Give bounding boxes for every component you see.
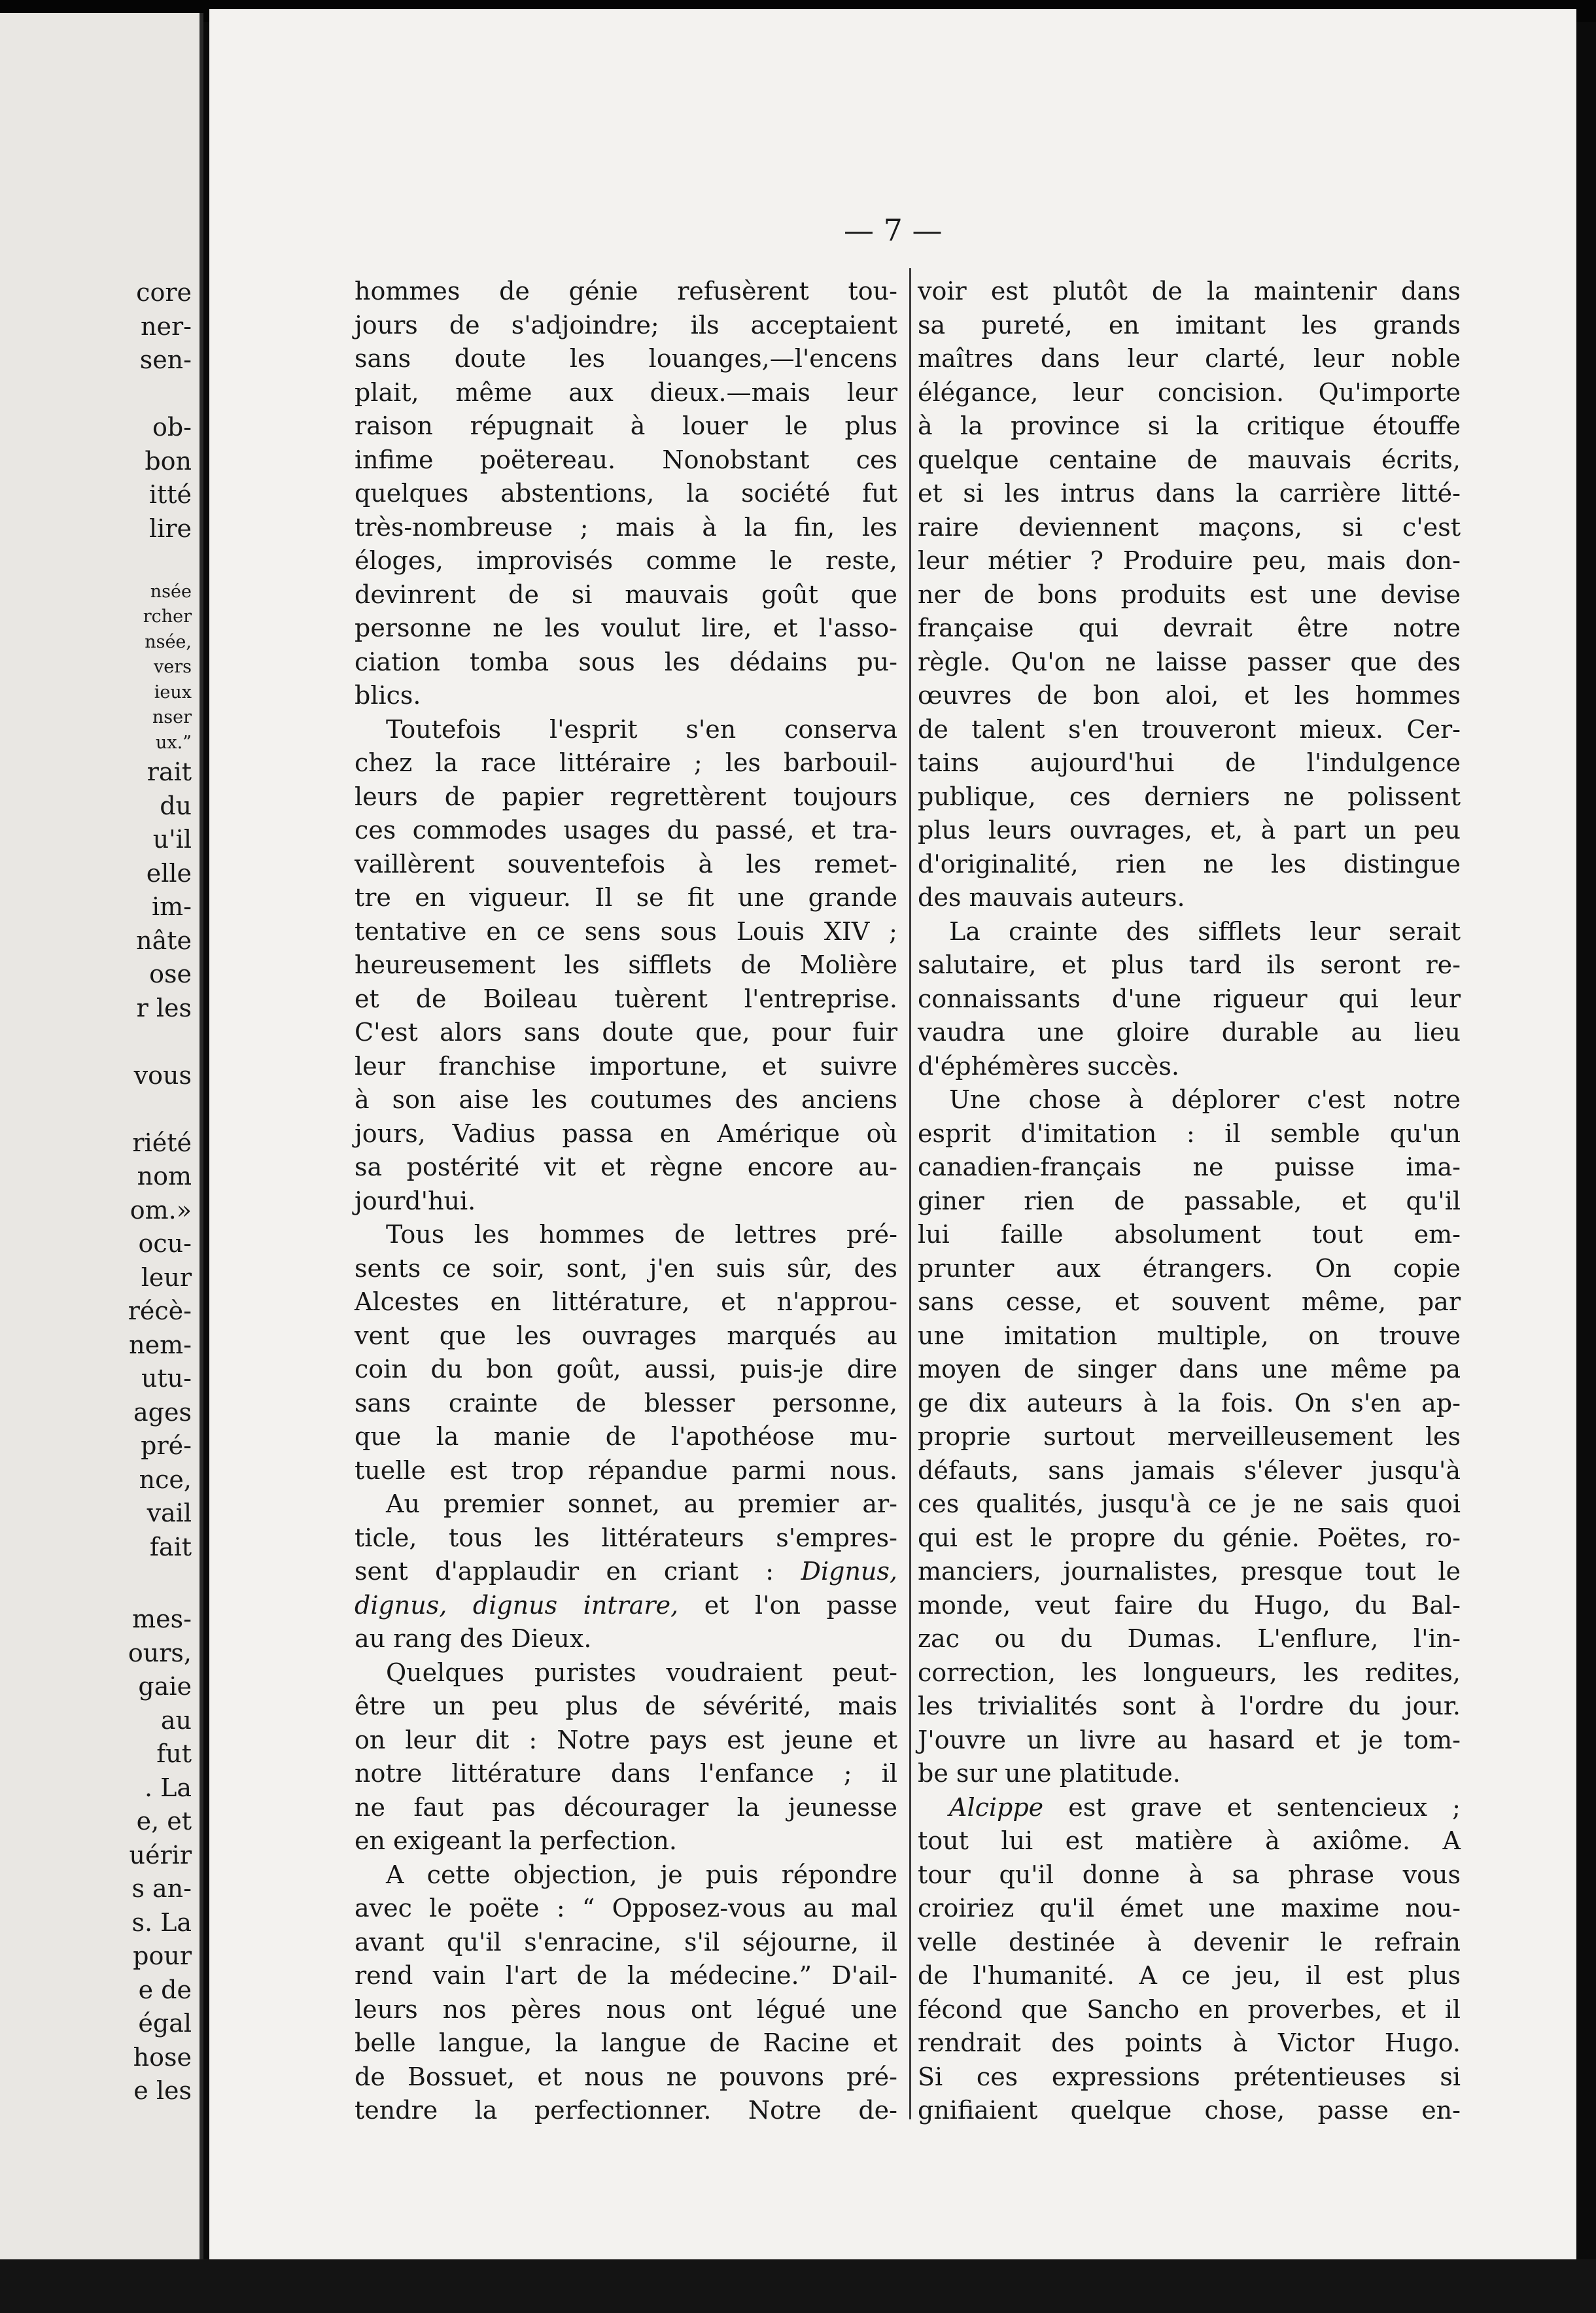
text-line: que la manie de l'apothéose mu- (355, 1422, 897, 1451)
previous-page-fragment: au (160, 1705, 192, 1735)
previous-page-fragment: rait (147, 757, 192, 786)
text-line: correction, les longueurs, les redites, (918, 1658, 1461, 1687)
previous-page-fragment: fut (156, 1739, 192, 1768)
text-line: ciation tomba sous les dédains pu- (355, 647, 897, 676)
text-line: sents ce soir, sont, j'en suis sûr, des (355, 1253, 897, 1283)
text-line: d'originalité, rien ne les distingue (918, 849, 1461, 878)
text-line: Tous les hommes de lettres pré- (386, 1220, 897, 1249)
text-line: connaissants d'une rigueur qui leur (918, 984, 1461, 1013)
text-line: croiriez qu'il émet une maxime nou- (918, 1894, 1461, 1922)
text-line: heureusement les sifflets de Molière (355, 950, 897, 979)
text-line: française qui devrait être notre (918, 614, 1461, 642)
text-line: J'ouvre un livre au hasard et je tom- (918, 1725, 1461, 1754)
previous-page-fragment: leur (141, 1262, 192, 1292)
text-line: tentative en ce sens sous Louis XIV ; (355, 916, 897, 946)
text-line: jourd'hui. (355, 1186, 476, 1215)
previous-page-fragment: mes- (132, 1605, 192, 1633)
previous-page-fragment (0, 1564, 196, 1598)
previous-page-fragment: rcher (143, 606, 192, 627)
previous-page-fragment: sen- (139, 345, 192, 374)
text-line: quelque centaine de mauvais écrits, (918, 445, 1461, 474)
previous-page-fragment (0, 1025, 196, 1059)
previous-page-fragment: u'il (152, 825, 192, 854)
previous-page-fragment: nce, (139, 1465, 192, 1494)
text-line: jours, Vadius passa en Amérique où (355, 1119, 897, 1148)
previous-page-fragment: du (160, 791, 192, 820)
previous-page-fragment: e, et (136, 1807, 192, 1835)
latin-quote: dignus, dignus intrare, (355, 1590, 679, 1620)
previous-page-fragment: e de (138, 1975, 192, 2004)
text-line: hommes de génie refusèrent tou- (355, 277, 897, 305)
text-line: œuvres de bon aloi, et les hommes (918, 681, 1461, 710)
text-line: quelques abstentions, la société fut (355, 479, 897, 508)
text-line: jours de s'adjoindre; ils acceptaient (355, 310, 897, 339)
text-line: élégance, leur concision. Qu'importe (918, 377, 1461, 407)
text-line: de talent s'en trouveront mieux. Cer- (918, 714, 1461, 744)
text-line: be sur une platitude. (918, 1759, 1181, 1788)
scan-bottom-border (0, 2259, 1596, 2313)
text-segment: est grave et sentencieux ; (1068, 1792, 1461, 1822)
previous-page-fragment: nom (137, 1162, 192, 1191)
text-segment: sent d'applaudir en criant : (355, 1557, 774, 1586)
previous-page-fragment: r les (136, 993, 192, 1022)
previous-page-fragment: pré- (141, 1431, 192, 1460)
text-line: une imitation multiple, on trouve (918, 1321, 1461, 1350)
text-line: leurs de papier regrettèrent toujours (355, 782, 897, 811)
text-line: voir est plutôt de la maintenir dans (918, 277, 1461, 305)
left-text-column (355, 275, 897, 2128)
text-line: zac ou du Dumas. L'enflure, l'in- (918, 1624, 1461, 1653)
previous-page-fragment: égal (138, 2009, 192, 2038)
text-line: publique, ces derniers ne polissent (918, 782, 1461, 811)
text-line: C'est alors sans doute que, pour fuir (355, 1018, 897, 1047)
previous-page-fragment: ner- (141, 311, 192, 341)
right-text-column (918, 275, 1461, 2128)
text-line: infime poëtereau. Nonobstant ces (355, 445, 897, 474)
previous-page-fragment: récè- (128, 1296, 192, 1325)
text-line: être un peu plus de sévérité, mais (355, 1692, 897, 1720)
text-line: tains aujourd'hui de l'indulgence (918, 748, 1461, 777)
previous-page-fragment: nâte (136, 926, 192, 955)
text-line: Toutefois l'esprit s'en conserva (386, 714, 897, 744)
previous-page-fragment: elle (146, 858, 192, 888)
text-line: raison répugnait à louer le plus (355, 411, 897, 440)
text-line: ces qualités, jusqu'à ce je ne sais quoi (918, 1489, 1461, 1518)
previous-page-fragment: nser (152, 707, 192, 727)
previous-page-fragment: nem- (129, 1330, 192, 1359)
text-line: et de Boileau tuèrent l'entreprise. (355, 984, 897, 1013)
text-line: ner de bons produits est une devise (918, 580, 1461, 609)
text-line: éloges, improvisés comme le reste, (355, 546, 897, 575)
text-line: tout lui est matière à axiôme. A (918, 1826, 1461, 1855)
text-line: coin du bon goût, aussi, puis-je dire (355, 1355, 897, 1383)
text-line: manciers, journalistes, presque tout le (918, 1557, 1461, 1586)
latin-quote: Dignus, (801, 1557, 897, 1586)
text-line: avec le poëte : “ Opposez-vous au mal (355, 1894, 897, 1922)
previous-page-fragment: nsée, (145, 631, 192, 652)
previous-page-fragment: core (136, 278, 192, 307)
text-line: blics. (355, 681, 421, 710)
text-line: monde, veut faire du Hugo, du Bal- (918, 1590, 1461, 1620)
text-line: les trivialités sont à l'ordre du jour. (918, 1692, 1461, 1720)
text-line: esprit d'imitation : il semble qu'un (918, 1119, 1461, 1148)
text-line: tour qu'il donne à sa phrase vous (918, 1860, 1461, 1889)
text-line: rendrait des points à Victor Hugo. (918, 2028, 1461, 2057)
text-line: à son aise les coutumes des anciens (355, 1085, 897, 1114)
text-line: tre en vigueur. Il se fit une grande (355, 883, 897, 912)
text-line: de Bossuet, et nous ne pouvons pré- (355, 2062, 897, 2091)
text-line: maîtres dans leur clarté, leur noble (918, 344, 1461, 373)
name-alcippe: Alcippe (949, 1792, 1044, 1822)
previous-page-fragment (0, 377, 196, 411)
previous-page-fragment: pour (133, 1941, 192, 1970)
text-line: des mauvais auteurs. (918, 883, 1185, 912)
previous-page-fragment: lire (149, 513, 192, 543)
text-line: leurs nos pères nous ont légué une (355, 1994, 897, 2024)
text-line: très-nombreuse ; mais à la fin, les (355, 512, 897, 542)
text-line: Quelques puristes voudraient peut- (386, 1658, 897, 1687)
text-line: chez la race littéraire ; les barbouil- (355, 748, 897, 777)
previous-page-fragment: utu- (141, 1364, 192, 1393)
text-line: velle destinée à devenir le refrain (918, 1927, 1461, 1956)
previous-page-fragment: itté (148, 480, 192, 509)
previous-page-fragment: ocu- (138, 1229, 192, 1258)
page-number: — 7 — (844, 213, 943, 248)
text-line (918, 1791, 1461, 1825)
text-line: vaudra une gloire durable au lieu (918, 1018, 1461, 1047)
previous-page-fragment: . La (144, 1773, 192, 1802)
previous-page-fragment: ours, (128, 1638, 192, 1667)
text-line: personne ne les voulut lire, et l'asso- (355, 614, 897, 642)
text-line: qui est le propre du génie. Poëtes, ro- (918, 1523, 1461, 1552)
previous-page-fragment: nsée (150, 581, 192, 602)
text-line: gnifiaient quelque chose, passe en- (918, 2096, 1461, 2125)
text-line: rend vain l'art de la médecine.” D'ail- (355, 1961, 897, 1990)
text-line: vaillèrent souventefois à les remet- (355, 849, 897, 878)
text-line: règle. Qu'on ne laisse passer que des (918, 647, 1461, 676)
text-line: ne faut pas décourager la jeunesse (355, 1792, 897, 1822)
text-line: sans crainte de blesser personne, (355, 1388, 897, 1417)
previous-page-text-lower (0, 1603, 196, 2108)
text-line: d'éphémères succès. (918, 1051, 1179, 1081)
text-line: lui faille absolument tout em- (918, 1220, 1461, 1249)
previous-page-fragment: ages (133, 1397, 192, 1427)
previous-page-fragment: ux.” (155, 732, 192, 753)
text-line: Une chose à déplorer c'est notre (949, 1085, 1461, 1114)
previous-page-fragment: bon (145, 446, 192, 476)
text-line: défauts, sans jamais s'élever jusqu'à (918, 1455, 1461, 1485)
text-line: vent que les ouvrages marqués au (355, 1321, 897, 1350)
text-line: moyen de singer dans une même pa (918, 1355, 1461, 1383)
text-line: et si les intrus dans la carrière litté- (918, 479, 1461, 508)
text-line: Au premier sonnet, au premier ar- (386, 1489, 897, 1518)
previous-page-fragment (0, 1092, 196, 1126)
previous-page-edge (0, 13, 203, 2313)
text-line (355, 1555, 897, 1589)
previous-page-fragment: vous (133, 1060, 192, 1090)
text-line: Alcestes en littérature, et n'approu- (355, 1287, 897, 1316)
text-line: canadien-français ne puisse ima- (918, 1153, 1461, 1181)
previous-page-fragment: im- (151, 892, 192, 921)
text-line: salutaire, et plus tard ils seront re- (918, 950, 1461, 979)
text-line: raire deviennent maçons, si c'est (918, 512, 1461, 542)
previous-page-fragment: vers (154, 657, 192, 677)
previous-page-fragment: s. La (131, 1907, 192, 1937)
text-line: Si ces expressions prétentieuses si (918, 2062, 1461, 2091)
text-line: sa postérité vit et règne encore au- (355, 1153, 897, 1181)
text-line: belle langue, la langue de Racine et (355, 2028, 897, 2057)
previous-page-fragment: s an- (131, 1874, 192, 1903)
text-line: à la province si la critique étouffe (918, 411, 1461, 440)
text-line: de l'humanité. A ce jeu, il est plus (918, 1961, 1461, 1990)
text-line: plus leurs ouvrages, et, à part un peu (918, 816, 1461, 844)
previous-page-fragment: gaie (138, 1672, 192, 1701)
text-line: A cette objection, je puis répondre (386, 1860, 897, 1889)
previous-page-fragment (0, 546, 196, 580)
previous-page-fragment: ose (149, 960, 192, 988)
previous-page-text-upper (0, 276, 196, 1598)
text-line: sa pureté, en imitant les grands (918, 310, 1461, 339)
text-line: La crainte des sifflets leur serait (949, 916, 1461, 946)
previous-page-fragment: uérir (129, 1840, 192, 1870)
text-line (355, 1589, 897, 1623)
text-line: leur métier ? Produire peu, mais don- (918, 546, 1461, 575)
previous-page-fragment: hose (133, 2042, 192, 2072)
text-line: en exigeant la perfection. (355, 1826, 677, 1855)
text-line: leur franchise importune, et suivre (355, 1051, 897, 1081)
text-line: avant qu'il s'enracine, s'il séjourne, il (355, 1927, 897, 1956)
text-line: au rang des Dieux. (355, 1624, 592, 1653)
text-line: prunter aux étrangers. On copie (918, 1253, 1461, 1283)
previous-page-fragment: riété (132, 1128, 192, 1157)
previous-page-fragment: vail (147, 1499, 192, 1527)
column-rule (909, 268, 911, 2119)
text-line: tendre la perfectionner. Notre de- (355, 2096, 897, 2125)
previous-page-fragment: fait (149, 1532, 192, 1561)
text-line: devinrent de si mauvais goût que (355, 580, 897, 609)
text-line: fécond que Sancho en proverbes, et il (918, 1994, 1461, 2024)
text-line: giner rien de passable, et qu'il (918, 1186, 1461, 1215)
previous-page-fragment: ob- (152, 413, 192, 442)
text-line: sans cesse, et souvent même, par (918, 1287, 1461, 1316)
text-line: proprie surtout merveilleusement les (918, 1422, 1461, 1451)
text-line: plait, même aux dieux.—mais leur (355, 377, 897, 407)
text-line: on leur dit : Notre pays est jeune et (355, 1725, 897, 1754)
text-line: ticle, tous les littérateurs s'empres- (355, 1523, 897, 1552)
text-line: ge dix auteurs à la fois. On s'en ap- (918, 1388, 1461, 1417)
text-line: ces commodes usages du passé, et tra- (355, 816, 897, 844)
text-line: notre littérature dans l'enfance ; il (355, 1759, 897, 1788)
previous-page-fragment: om.» (130, 1195, 192, 1225)
previous-page-fragment: ieux (154, 682, 192, 703)
text-segment: et l'on passe (704, 1590, 897, 1620)
previous-page-fragment: e les (133, 2076, 192, 2105)
text-line: sans doute les louanges,—l'encens (355, 344, 897, 373)
text-line: tuelle est trop répandue parmi nous. (355, 1455, 897, 1485)
